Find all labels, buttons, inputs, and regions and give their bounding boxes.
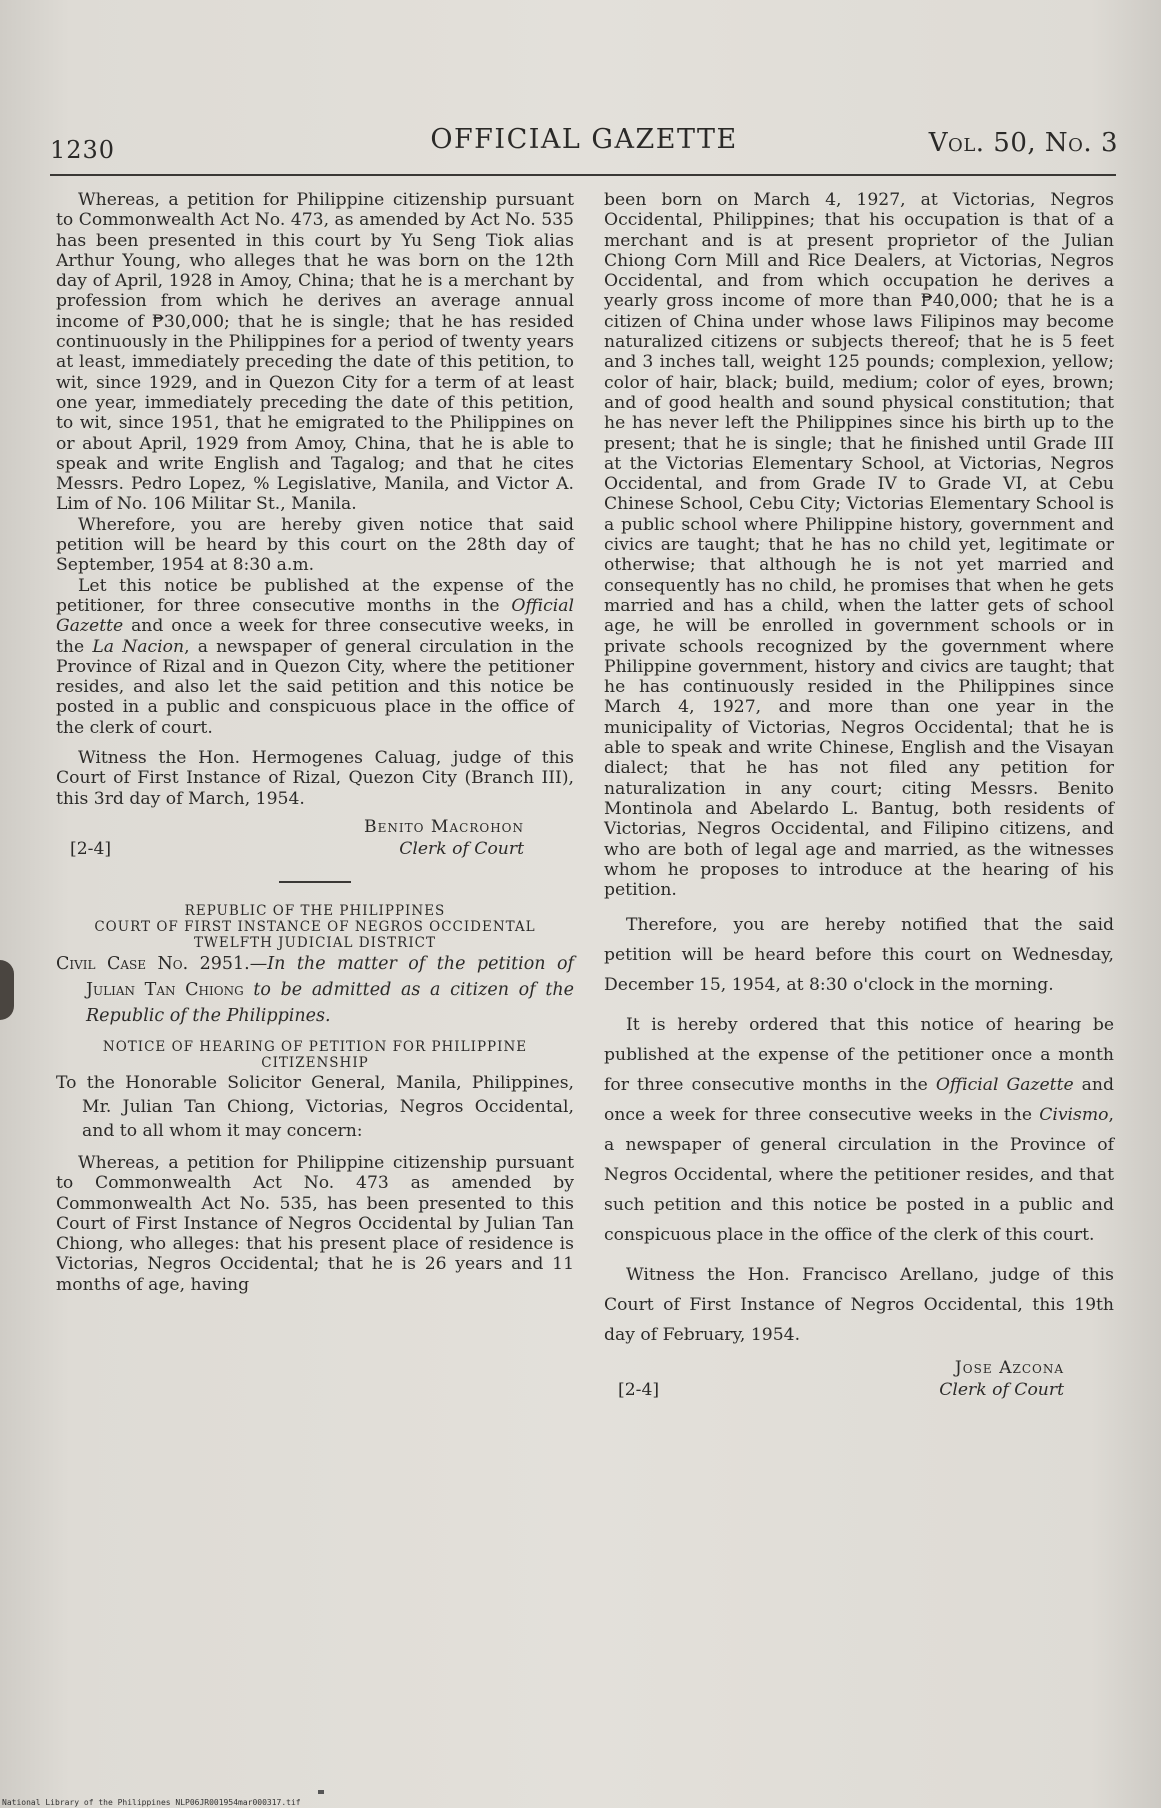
clerk-name-right: Jose Azcona xyxy=(954,1358,1064,1379)
clerk-role: Clerk of Court xyxy=(399,838,524,859)
notice-code-right: [2-4] xyxy=(618,1380,660,1401)
publication-order-paragraph: Let this notice be published at the expense of the petitioner, for three consecutive months in the Official Gazette and once a week for three consecutive weeks, in the La Nacion, a newspaper of general circulation in the Province of Rizal and in Quezon City, where the petitioner resides, and also let the said petition and this notice be posted in a public and conspicuous place in the office of the clerk of court. xyxy=(56,575,575,738)
page-header xyxy=(50,112,1118,168)
page-number: 1230 xyxy=(50,136,116,164)
gazette-title: OFFICIAL GAZETTE xyxy=(430,124,738,155)
witness-paragraph: Witness the Hon. Hermogenes Caluag, judge of this Court of First Instance of Rizal, Quezon City (Branch III), this 3rd day of March, 1954. xyxy=(56,748,574,809)
clerk-role-right: Clerk of Court xyxy=(939,1380,1064,1401)
court-heading: REPUBLIC OF THE PHILIPPINES COURT OF FIRST INSTANCE OF NEGROS OCCIDENTAL TWELFTH JUDICIAL DISTRICT xyxy=(94,902,536,951)
volume-label: Vol. 50, No. 3 xyxy=(928,128,1118,158)
notice-title: NOTICE OF HEARING OF PETITION FOR PHILIPPINE CITIZENSHIP xyxy=(102,1038,528,1071)
petition-continuation-paragraph: been born on March 4, 1927, at Victorias, Negros Occidental, Philippines; that his occupation is that of a merchant and is at present proprietor of the Julian Chiong Corn Mill and Rice Dealers, at Victorias, Negros Occidental, and from which occupation he derives a yearly gross income of more than ₱40,000; that he is a citizen of China under whose laws Filipinos may become naturalized citizens or subjects thereof; that he is 5 feet and 3 inches tall, weight 125 pounds; complexion, yellow; color of hair, black; build, medium; color of eyes, brown; and of good health and sound physical constitution; that he has never left the Philippines since his birth up to the present; that he is single; that he finished until Grade III at the Victorias Elementary School, at Victorias, Negros Occidental, and from Grade IV to Grade VI, at Cebu Chinese School, Cebu City; Victorias Elementary School is a public school where Philippine history, government and civics are taught; that he has no child yet, legitimate or otherwise; that although he is not yet married and consequently has no child, he promises that when he gets married and has a child, when the latter gets of school age, he will be enrolled in government schools or in private schools recognized by the government where Philippine government, history and civics are taught; that he has continuously resided in the Philippines since March 4, 1927, and more than one year in the municipality of Victorias, Negros Occidental; that he is able to speak and write Chinese, English and the Visayan dialect; that he has not filed any petition for naturalization in any court; citing Messrs. Benito Montinola and Abelardo L. Bantug, both residents of Victorias, Negros Occidental, and Filipino citizens, and who are both of legal age and married, as the witnesses whom he proposes to introduce at the hearing of his petition. xyxy=(604,190,1114,901)
left-column xyxy=(56,190,574,1295)
case-title: Civil Case No. 2951.—In the matter of the petition of Julian Tan Chiong to be admitted as a citizen of the Republic of the Philippines. xyxy=(56,953,574,1026)
scan-artifact xyxy=(0,960,14,1020)
hearing-publication-paragraph: It is hereby ordered that this notice of hearing be published at the expense of the petitioner once a month for three consecutive months in the Official Gazette and once a week for three consecutive weeks in the Civismo, a newspaper of general circulation in the Province of Negros Occidental, where the petitioner resides, and that such petition and this notice be posted in a public and conspicuous place in the office of the clerk of this court. xyxy=(604,1015,1114,1246)
right-column xyxy=(604,190,1114,1404)
wherefore-paragraph: Wherefore, you are hereby given notice that said petition will be heard by this court on the 28th day of September, 1954 at 8:30 a.m. xyxy=(56,514,574,576)
right-column-closing xyxy=(604,910,1114,1350)
yu-seng-tiok-petition-paragraph: Whereas, a petition for Philippine citizenship pursuant to Commonwealth Act No. 473, as amended by Act No. 535 has been presented in this court by Yu Seng Tiok alias Arthur Young, who alleges that he was born on the 12th day of April, 1928 in Amoy, China; that he is a merchant by profession from which he derives an average annual income of ₱30,000; that he is single; that he has resided continuously in the Philippines for a period of twenty years at least, immediately preceding the date of this petition, to wit, since 1929, and in Quezon City for a term of at least one year, immediately preceding the date of this petition, to wit, since 1951, that he emigrated to the Philippines on or about April, 1929 from Amoy, China, that he is able to speak and write English and Tagalog; and that he cites Messrs. Pedro Lopez, % Legislative, Manila, and Victor A. Lim of No. 106 Militar St., Manila. xyxy=(56,190,574,515)
signature-block-right xyxy=(604,1358,1114,1404)
notice-code: [2-4] xyxy=(70,838,112,859)
header-rule xyxy=(50,174,1116,176)
clerk-name: Benito Macrohon xyxy=(363,816,524,837)
address-line: To the Honorable Solicitor General, Manila, Philippines, Mr. Julian Tan Chiong, Victorias, Negros Occidental, and to all whom it may concern: xyxy=(56,1072,574,1141)
scan-footer-label: National Library of the Philippines NLP06JR001954mar000317.tif xyxy=(2,1798,301,1807)
signature-block-left xyxy=(56,817,574,863)
section-divider xyxy=(279,881,351,883)
julian-tan-chiong-petition-paragraph: Whereas, a petition for Philippine citizenship pursuant to Commonwealth Act No. 473 as amended by Commonwealth Act No. 535, has been presented to this Court of First Instance of Negros Occidental by Julian Tan Chiong, who alleges: that his present place of residence is Victorias, Negros Occidental; that he is 26 years and 11 months of age, having xyxy=(56,1152,574,1295)
therefore-paragraph: Therefore, you are hereby notified that the said petition will be heard before this court on Wednesday, December 15, 1954, at 8:30 o'clock in the morning. xyxy=(604,915,1114,996)
scan-artifact-dot xyxy=(318,1790,324,1794)
witness-paragraph-right: Witness the Hon. Francisco Arellano, judge of this Court of First Instance of Negros Occidental, this 19th day of February, 1954. xyxy=(604,1265,1114,1346)
